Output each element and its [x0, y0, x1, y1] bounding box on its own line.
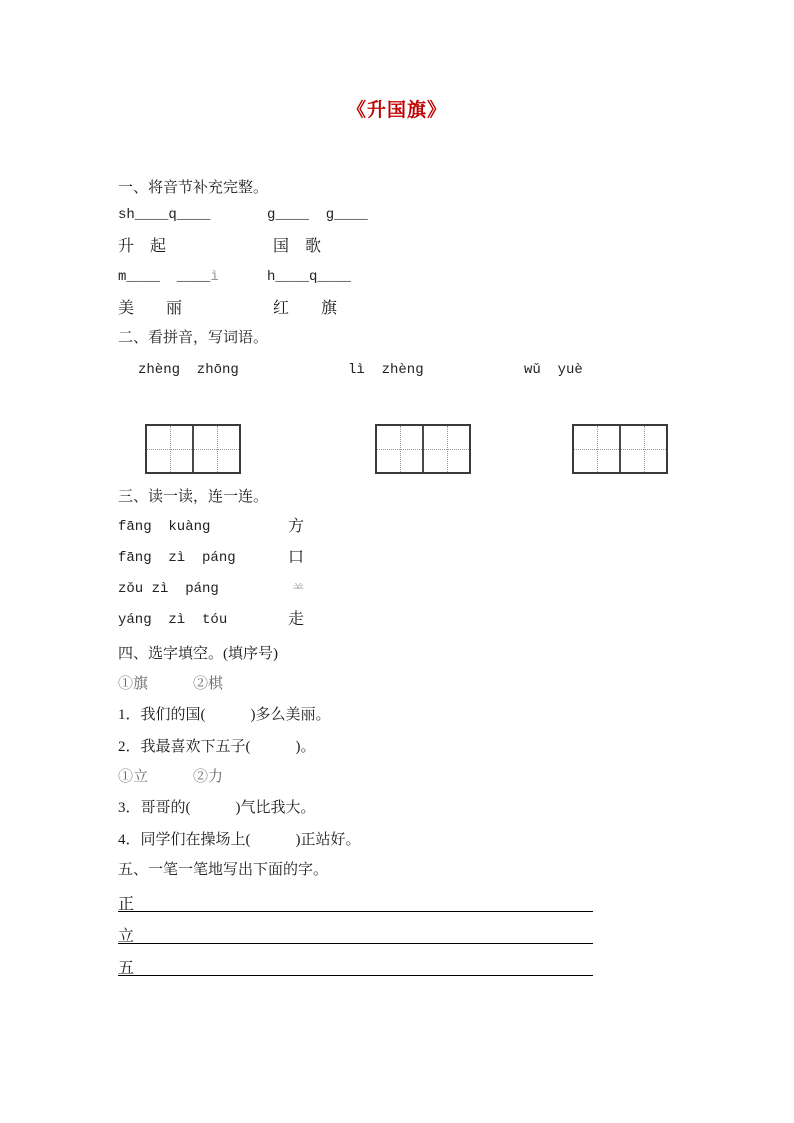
match-pinyin-yangzitou: yáng zì tóu	[118, 612, 228, 628]
fill-blank-item-1: 1．我们的国( )多么美丽。	[118, 707, 331, 723]
match-char-yangzitou-radical: ⺷	[292, 582, 305, 596]
syllable-blank-mei-li-prefix: m____ ____	[118, 269, 211, 285]
write-char-wu: 五	[118, 960, 135, 977]
syllable-blank-mei-li	[118, 269, 219, 286]
fill-blank-item-4: 4．同学们在操场上( )正站好。	[118, 832, 361, 848]
hanzi-sheng-qi: 升 起	[118, 238, 167, 255]
writing-cell	[619, 426, 666, 472]
writing-cell	[147, 426, 192, 472]
match-char-kou: 口	[288, 549, 305, 566]
write-line-wu	[118, 955, 593, 976]
match-char-fang: 方	[288, 518, 305, 535]
writing-cell	[377, 426, 422, 472]
match-pinyin-fangkuang: fāng kuàng	[118, 519, 211, 535]
fill-blank-item-2: 2．我最喜欢下五子( )。	[118, 739, 316, 755]
syllable-hint-i: ì	[210, 269, 219, 285]
writing-grid	[145, 424, 241, 474]
section4-heading: 四、选字填空。(填序号)	[118, 646, 278, 662]
section2-heading: 二、看拼音，写词语。	[118, 330, 269, 346]
pinyin-wu-yue: wǔ yuè	[524, 362, 583, 378]
writing-grid	[375, 424, 471, 474]
page-title: 《升国旗》	[346, 100, 447, 121]
hanzi-hong-qi: 红 旗	[273, 300, 338, 317]
write-line-zheng	[118, 891, 593, 912]
hanzi-mei-li: 美 丽	[118, 300, 183, 317]
writing-grid	[572, 424, 668, 474]
choice-options-li: ①立 ②力	[118, 769, 224, 785]
hanzi-guo-ge: 国 歌	[273, 238, 322, 255]
match-char-zou: 走	[288, 611, 305, 628]
section3-heading: 三、读一读，连一连。	[118, 489, 269, 505]
write-char-li: 立	[118, 928, 135, 945]
fill-blank-item-3: 3．哥哥的( )气比我大。	[118, 800, 316, 816]
writing-cell	[574, 426, 619, 472]
syllable-blank-sheng-qi: sh____q____	[118, 207, 211, 223]
write-line-li	[118, 923, 593, 944]
write-char-zheng: 正	[118, 896, 135, 913]
match-pinyin-fangzipang: fāng zì páng	[118, 550, 236, 566]
section1-heading: 一、将音节补充完整。	[118, 180, 269, 196]
syllable-blank-guo-ge: g____ g____	[267, 207, 368, 223]
writing-cell	[192, 426, 239, 472]
choice-options-qi: ①旗 ②棋	[118, 676, 224, 692]
match-pinyin-zouzipang: zǒu zì páng	[118, 581, 219, 597]
pinyin-li-zheng: lì zhèng	[348, 362, 424, 378]
pinyin-zheng-zhong: zhèng zhōng	[138, 362, 239, 378]
section5-heading: 五、一笔一笔地写出下面的字。	[118, 862, 329, 878]
syllable-blank-hong-qi: h____q____	[267, 269, 352, 285]
writing-cell	[422, 426, 469, 472]
